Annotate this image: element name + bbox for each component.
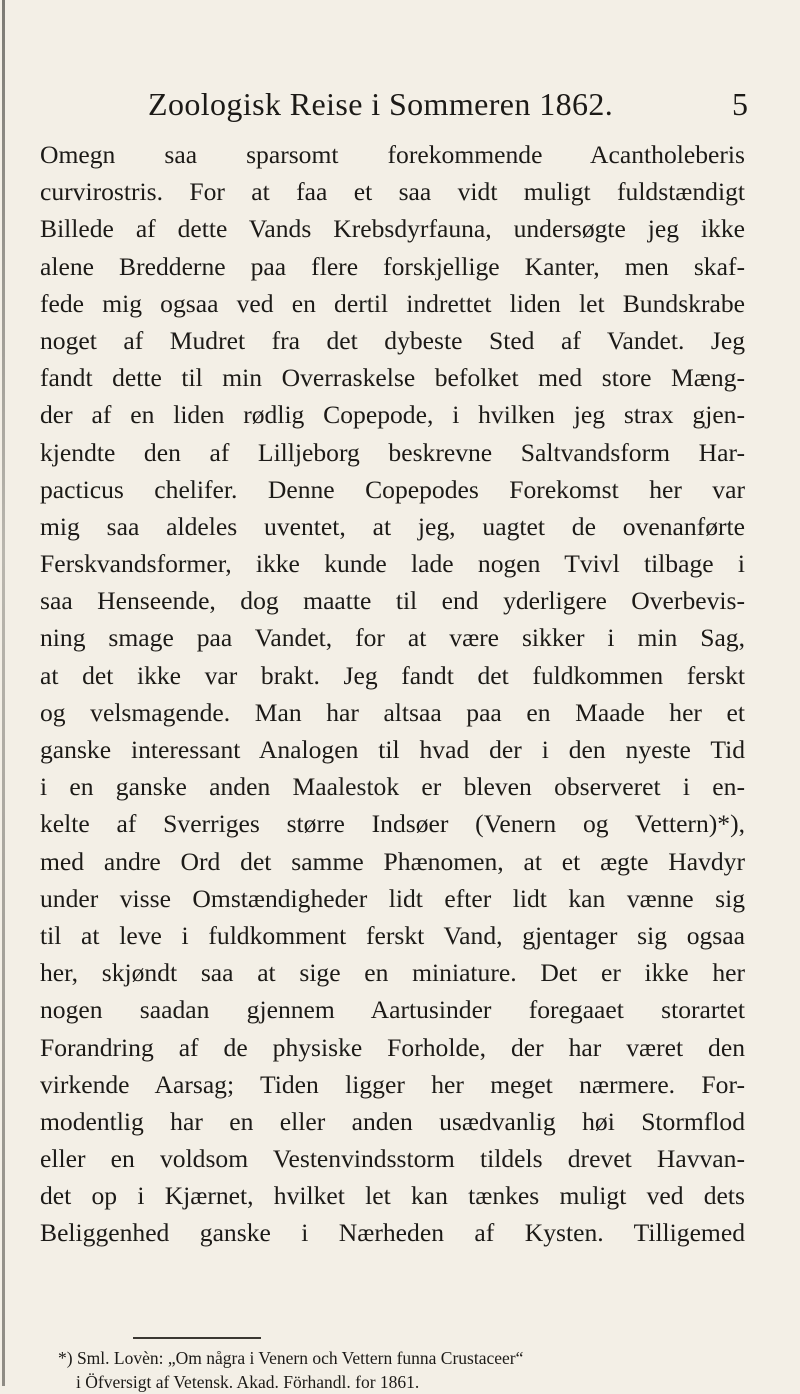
running-header [0,86,800,130]
text-line: under visse Omstændigheder lidt efter lidt kan vænne sig [40,883,745,913]
text-line: alene Bredderne paa flere forskjellige Kanter, men skaf- [40,251,745,281]
text-line: med andre Ord det samme Phænomen, at et ægte Havdyr [40,846,745,876]
text-line: curvirostris. For at faa et saa vidt muligt fuldstændigt [40,177,745,207]
text-line: ning smage paa Vandet, for at være sikker i min Sag, [40,623,745,653]
text-line: Omegn saa sparsomt forekommende Acantholeberis [40,140,745,169]
header-title: Zoologisk Reise i Sommeren 1862. [148,86,614,122]
footnote [58,1346,748,1394]
text-line: der af en liden rødlig Copepode, i hvilken jeg strax gjen- [40,400,745,430]
text-line: at det ikke var brakt. Jeg fandt det fuldkommen ferskt [40,660,745,690]
text-line: og velsmagende. Man har altsaa paa en Maade her et [40,697,745,727]
text-line: kelte af Sverriges større Indsøer (Venern og Vettern)*), [40,809,745,839]
text-line: fede mig ogsaa ved en dertil indrettet liden let Bundskrabe [40,288,745,318]
footnote-rule [133,1337,261,1339]
text-line: pacticus chelifer. Denne Copepodes Forekomst her var [40,474,745,504]
text-line: saa Henseende, dog maatte til end yderligere Overbevis- [40,586,745,616]
page-edge-shadow [2,0,5,1386]
text-line: i en ganske anden Maalestok er bleven observeret i en- [40,772,745,802]
text-line: Billede af dette Vands Krebsdyrfauna, undersøgte jeg ikke [40,214,745,244]
text-line: virkende Aarsag; Tiden ligger her meget nærmere. For- [40,1069,745,1099]
text-line: Forandring af de physiske Forholde, der har været den [40,1032,745,1062]
footnote-line: *) Sml. Lovèn: „Om några i Venern och Vettern funna Crustaceer“ [58,1348,524,1368]
text-line: det op i Kjærnet, hvilket let kan tænkes muligt ved dets [40,1181,745,1211]
text-line: fandt dette til min Overraskelse befolket med store Mæng- [40,363,745,393]
text-line: Beliggenhed ganske i Nærheden af Kysten. Tilligemed [40,1218,745,1248]
text-line: nogen saadan gjennem Aartusinder foregaaet storartet [40,995,745,1025]
text-line: kjendte den af Lilljeborg beskrevne Saltvandsform Har- [40,437,745,467]
text-line: modentlig har en eller anden usædvanlig høi Stormflod [40,1106,745,1136]
text-line: Ferskvandsformer, ikke kunde lade nogen Tvivl tilbage i [40,549,745,579]
text-line: noget af Mudret fra det dybeste Sted af Vandet. Jeg [40,325,745,355]
text-line: mig saa aldeles uventet, at jeg, uagtet de ovenanførte [40,511,745,541]
page-number: 5 [732,86,748,122]
text-line: til at leve i fuldkomment ferskt Vand, gjentager sig ogsaa [40,920,745,950]
body-text [40,136,745,1252]
text-line: her, skjøndt saa at sige en miniature. Det er ikke her [40,958,745,988]
footnote-line: i Öfversigt af Vetensk. Akad. Förhandl. for 1861. [76,1372,420,1392]
text-line: ganske interessant Analogen til hvad der i den nyeste Tid [40,735,745,764]
text-line: eller en voldsom Vestenvindsstorm tildels drevet Havvan- [40,1144,745,1174]
